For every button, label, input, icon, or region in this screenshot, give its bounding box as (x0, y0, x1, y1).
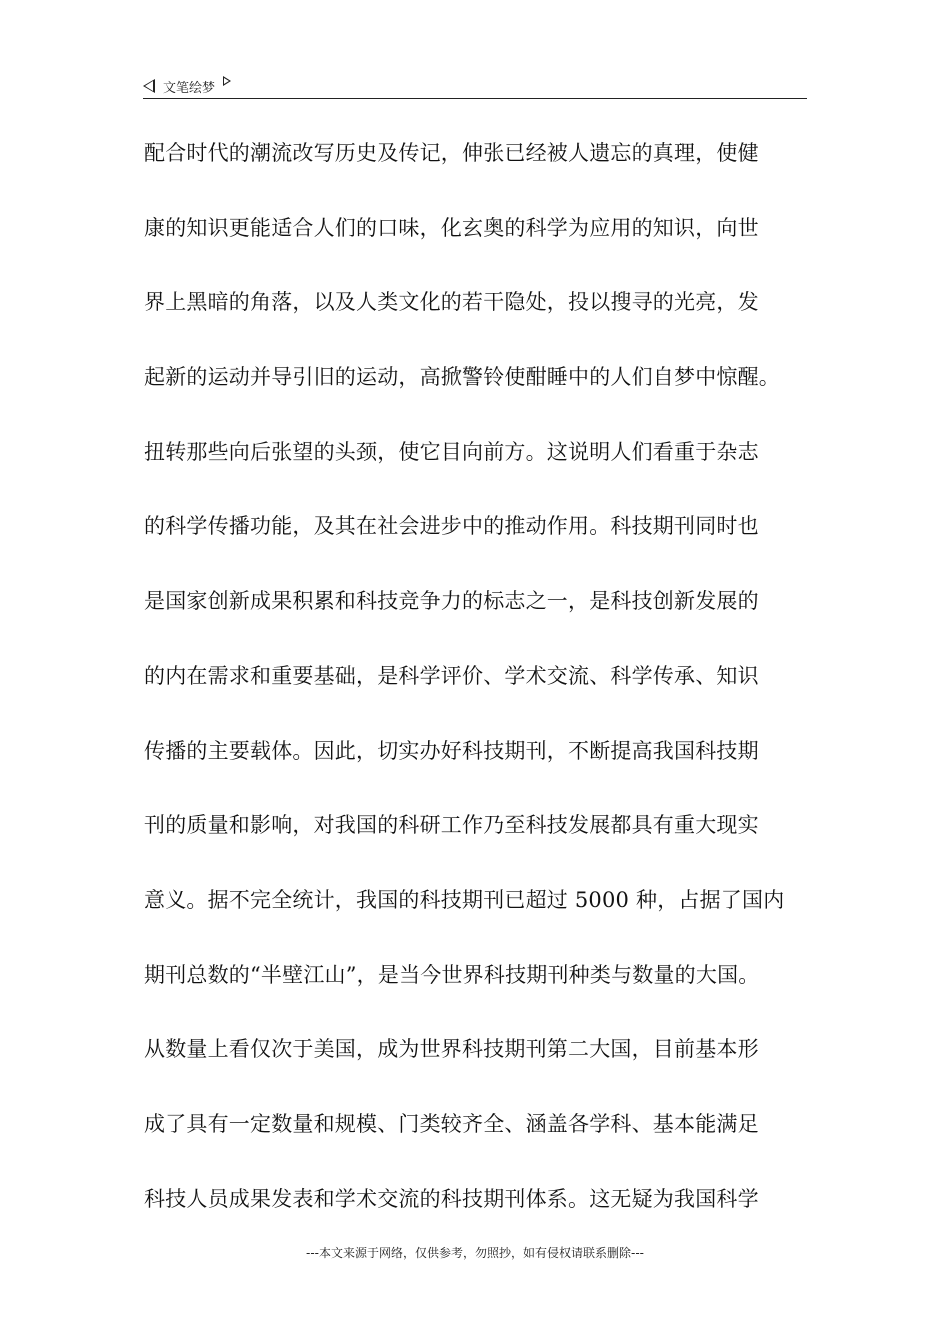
body-text (144, 132, 824, 1252)
text-line: 的内在需求和重要基础，是科学评价、学术交流、科学传承、知识 (144, 663, 759, 688)
footer-disclaimer: ---本文来源于网络，仅供参考，勿照抄，如有侵权请联系删除--- (306, 1246, 644, 1260)
header-title: 文笔绘梦 (163, 80, 216, 96)
triangle-left-icon (143, 79, 155, 93)
text-line: 成了具有一定数量和规模、门类较齐全、涵盖各学科、基本能满足 (144, 1111, 759, 1136)
text-line: 从数量上看仅次于美国，成为世界科技期刊第二大国，目前基本形 (144, 1037, 759, 1062)
page-header (143, 74, 807, 99)
text-line: 传播的主要载体。因此，切实办好科技期刊，不断提高我国科技期 (144, 738, 759, 763)
text-line: 期刊总数的“半壁江山”，是当今世界科技期刊种类与数量的大国。 (144, 962, 760, 987)
text-line: 配合时代的潮流改写历史及传记，伸张已经被人遗忘的真理，使健 (144, 141, 759, 165)
triangle-right-icon (223, 76, 231, 86)
text-line: 康的知识更能适合人们的口味，化玄奥的科学为应用的知识，向世 (144, 215, 759, 240)
text-line: 是国家创新成果积累和科技竞争力的标志之一，是科技创新发展的 (144, 589, 759, 614)
text-line: 科技人员成果发表和学术交流的科技期刊体系。这无疑为我国科学 (144, 1186, 759, 1211)
text-line: 意义。据不完全统计，我国的科技期刊已超过 5000 种，占据了国内 (144, 887, 785, 912)
text-line: 刊的质量和影响，对我国的科研工作乃至科技发展都具有重大现实 (144, 813, 759, 838)
text-line: 起新的运动并导引旧的运动，高掀警铃使酣睡中的人们自梦中惊醒。 (144, 365, 780, 390)
text-line: 扭转那些向后张望的头颈，使它目向前方。这说明人们看重于杂志 (144, 439, 759, 464)
text-line: 的科学传播功能，及其在社会进步中的推动作用。科技期刊同时也 (144, 514, 759, 539)
text-line: 界上黑暗的角落，以及人类文化的若干隐处，投以搜寻的光亮，发 (144, 290, 759, 315)
